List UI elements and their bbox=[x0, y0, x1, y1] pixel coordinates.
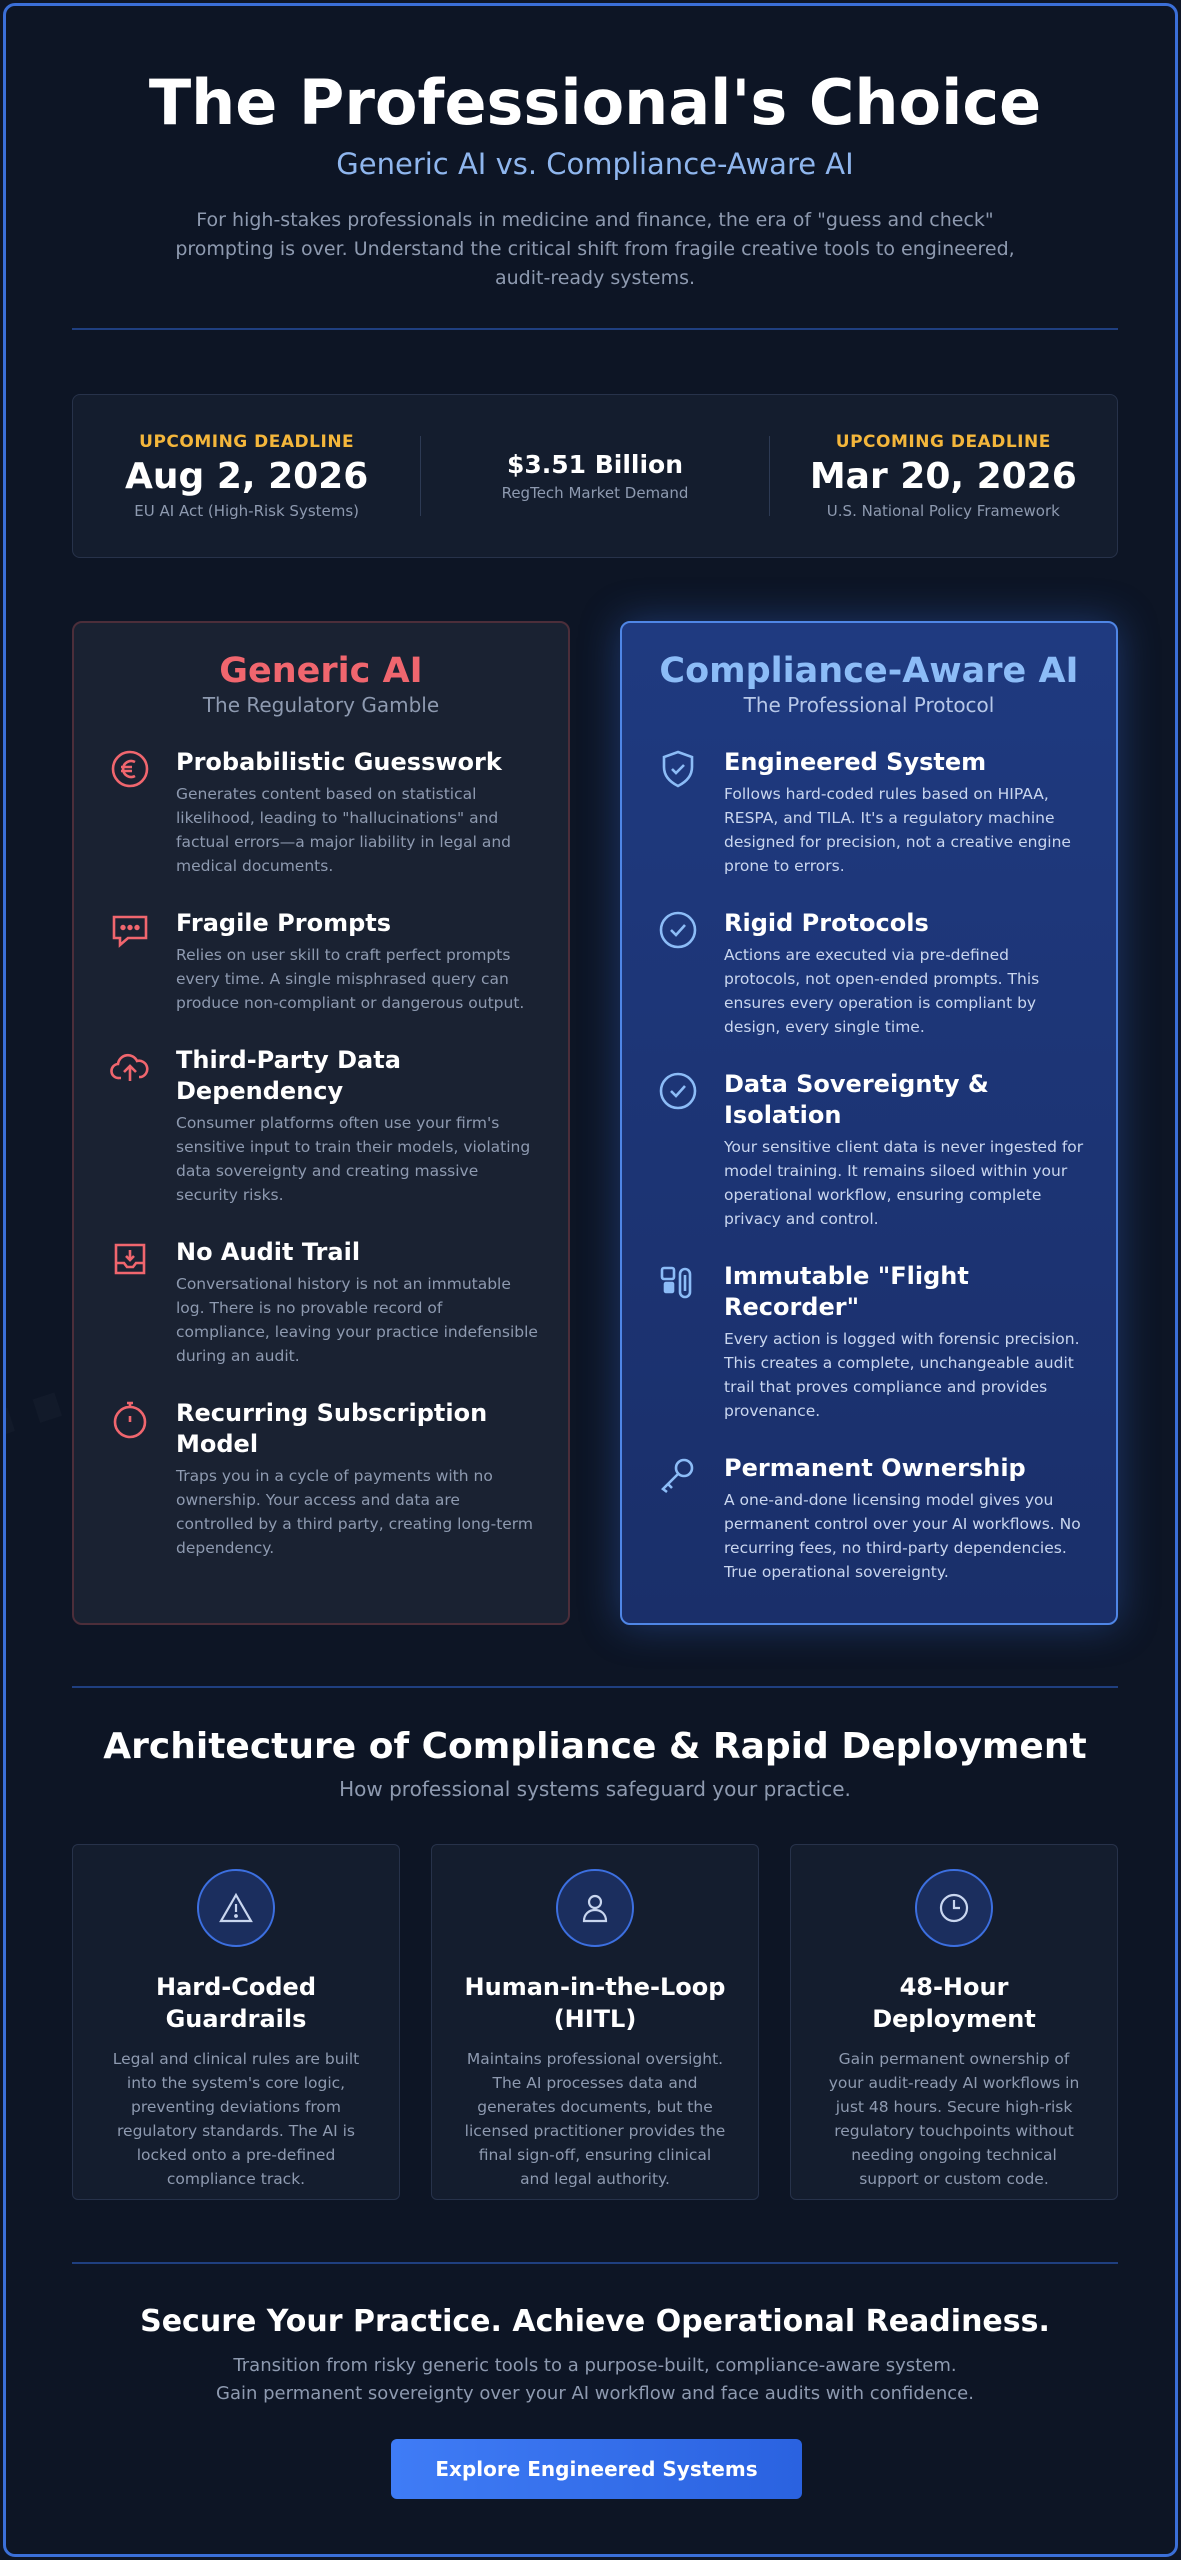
list-item bbox=[104, 1398, 538, 1560]
item-title: No Audit Trail bbox=[176, 1238, 361, 1266]
feature-title: 48-Hour Deployment bbox=[872, 1973, 1036, 2033]
stat-kicker: UPCOMING DEADLINE bbox=[835, 432, 1051, 452]
check-circle-icon bbox=[656, 1069, 700, 1113]
feature-desc: Maintains professional oversight. The AI processes data and generates documents, but the licensed practitioner provides the final sign-off, ensuring clinical and legal authority. bbox=[464, 2050, 726, 2188]
stat-caption: RegTech Market Demand bbox=[501, 484, 689, 502]
feature-cards bbox=[72, 1844, 1118, 2200]
item-desc: Follows hard-coded rules based on HIPAA, RESPA, and TILA. It's a regulatory machine designed for precision, not a creative engine prone to errors. bbox=[724, 785, 1071, 875]
item-title: Engineered System bbox=[724, 748, 987, 776]
page-frame bbox=[3, 3, 1178, 2557]
clock-icon bbox=[915, 1869, 993, 1947]
feature-title: Hard-Coded Guardrails bbox=[156, 1973, 316, 2033]
key-icon bbox=[656, 1453, 700, 1497]
stopwatch-icon bbox=[108, 1398, 152, 1442]
divider bbox=[72, 2262, 1118, 2264]
cloud-upload-icon bbox=[108, 1045, 152, 1089]
intro-text: For high-stakes professionals in medicine and finance, the era of "guess and check" prompting is over. Understand the critical shift from fragile creative tools to engineered, audit-ready systems. bbox=[175, 209, 1015, 289]
list-item bbox=[104, 1045, 538, 1207]
card-title: Compliance-Aware AI bbox=[659, 651, 1079, 691]
feature-card-guardrails bbox=[72, 1844, 400, 2200]
list-item bbox=[652, 1069, 1086, 1231]
check-circle-icon bbox=[656, 908, 700, 952]
user-icon bbox=[556, 1869, 634, 1947]
list-item bbox=[652, 747, 1086, 878]
stat-market bbox=[421, 450, 768, 502]
item-desc: Every action is logged with forensic precision. This creates a complete, unchangeable audit trail that proves compliance and provides provenance. bbox=[724, 1330, 1080, 1420]
card-title: Generic AI bbox=[219, 651, 423, 691]
item-title: Recurring Subscription Model bbox=[176, 1399, 488, 1458]
compliance-ai-card bbox=[620, 621, 1118, 1625]
item-desc: Relies on user skill to craft perfect prompts every time. A single misphrased query can produce non-compliant or dangerous output. bbox=[176, 946, 525, 1012]
feature-title: Human-in-the-Loop (HITL) bbox=[464, 1973, 726, 2033]
feature-card-hitl bbox=[431, 1844, 759, 2200]
item-desc: Traps you in a cycle of payments with no ownership. Your access and data are controlled by a third party, creating long-term dependency. bbox=[176, 1467, 534, 1557]
item-title: Third-Party Data Dependency bbox=[176, 1046, 401, 1105]
inbox-download-icon bbox=[108, 1237, 152, 1281]
item-desc: Actions are executed via pre-defined protocols, not open-ended prompts. This ensures every operation is compliant by design, every single time. bbox=[724, 946, 1040, 1036]
shield-check-icon bbox=[656, 747, 700, 791]
chat-bubble-icon bbox=[108, 908, 152, 952]
item-title: Data Sovereignty & Isolation bbox=[724, 1070, 989, 1129]
feature-desc: Legal and clinical rules are built into the system's core logic, preventing deviations from regulatory standards. The AI is locked onto a pre-defined compliance track. bbox=[112, 2050, 360, 2188]
item-desc: A one-and-done licensing model gives you permanent control over your AI workflows. No recurring fees, no third-party dependencies. True operational sovereignty. bbox=[724, 1491, 1081, 1581]
stat-caption: EU AI Act (High-Risk Systems) bbox=[134, 502, 360, 520]
item-title: Fragile Prompts bbox=[176, 909, 392, 937]
item-title: Rigid Protocols bbox=[724, 909, 929, 937]
card-subtitle: The Regulatory Gamble bbox=[202, 693, 440, 717]
item-title: Probabilistic Guesswork bbox=[176, 748, 502, 776]
stat-value: Mar 20, 2026 bbox=[809, 456, 1077, 497]
list-item bbox=[652, 1261, 1086, 1423]
feature-card-deployment bbox=[790, 1844, 1118, 2200]
card-subtitle: The Professional Protocol bbox=[743, 693, 995, 717]
cta-description bbox=[72, 2352, 1118, 2408]
divider bbox=[72, 328, 1118, 330]
list-item bbox=[104, 747, 538, 878]
stats-bar bbox=[72, 394, 1118, 558]
cta-title: Secure Your Practice. Achieve Operational Readiness. bbox=[140, 2304, 1050, 2339]
generic-ai-card bbox=[72, 621, 570, 1625]
stat-value: $3.51 Billion bbox=[506, 450, 684, 479]
list-item bbox=[652, 908, 1086, 1039]
stat-caption: U.S. National Policy Framework bbox=[826, 502, 1060, 520]
architecture-subtitle: How professional systems safeguard your practice. bbox=[339, 1777, 851, 1801]
cta-line: Gain permanent sovereignty over your AI workflow and face audits with confidence. bbox=[216, 2383, 974, 2404]
page-title: The Professional's Choice bbox=[148, 66, 1042, 139]
architecture-title: Architecture of Compliance & Rapid Deployment bbox=[103, 1726, 1087, 1767]
cta-line: Transition from risky generic tools to a purpose-built, compliance-aware system. bbox=[233, 2355, 957, 2376]
item-desc: Generates content based on statistical likelihood, leading to "hallucinations" and factual errors—a major liability in legal and medical documents. bbox=[176, 785, 511, 875]
item-desc: Your sensitive client data is never ingested for model training. It remains siloed within your operational workflow, ensuring complete privacy and control. bbox=[724, 1138, 1084, 1228]
list-item bbox=[652, 1453, 1086, 1584]
explore-systems-button[interactable]: Explore Engineered Systems bbox=[391, 2439, 802, 2499]
warning-icon bbox=[197, 1869, 275, 1947]
stat-us-deadline bbox=[770, 432, 1117, 520]
page-subtitle: Generic AI vs. Compliance-Aware AI bbox=[336, 147, 854, 181]
stat-eu-deadline bbox=[73, 432, 420, 520]
item-title: Immutable "Flight Recorder" bbox=[724, 1262, 969, 1321]
recorder-icon bbox=[656, 1261, 700, 1305]
item-desc: Consumer platforms often use your firm's sensitive input to train their models, violating data sovereignty and creating massive security risks. bbox=[176, 1114, 531, 1204]
stat-value: Aug 2, 2026 bbox=[125, 456, 369, 497]
divider bbox=[72, 1686, 1118, 1688]
feature-desc: Gain permanent ownership of your audit-ready AI workflows in just 48 hours. Secure high-risk regulatory touchpoints without needing ongoing technical support or custom code. bbox=[828, 2050, 1080, 2188]
list-item bbox=[104, 908, 538, 1015]
item-title: Permanent Ownership bbox=[724, 1454, 1026, 1482]
euro-icon bbox=[108, 747, 152, 791]
stat-kicker: UPCOMING DEADLINE bbox=[139, 432, 355, 452]
list-item bbox=[104, 1237, 538, 1368]
item-desc: Conversational history is not an immutable log. There is no provable record of compliance, leaving your practice indefensible during an audit. bbox=[176, 1275, 538, 1365]
